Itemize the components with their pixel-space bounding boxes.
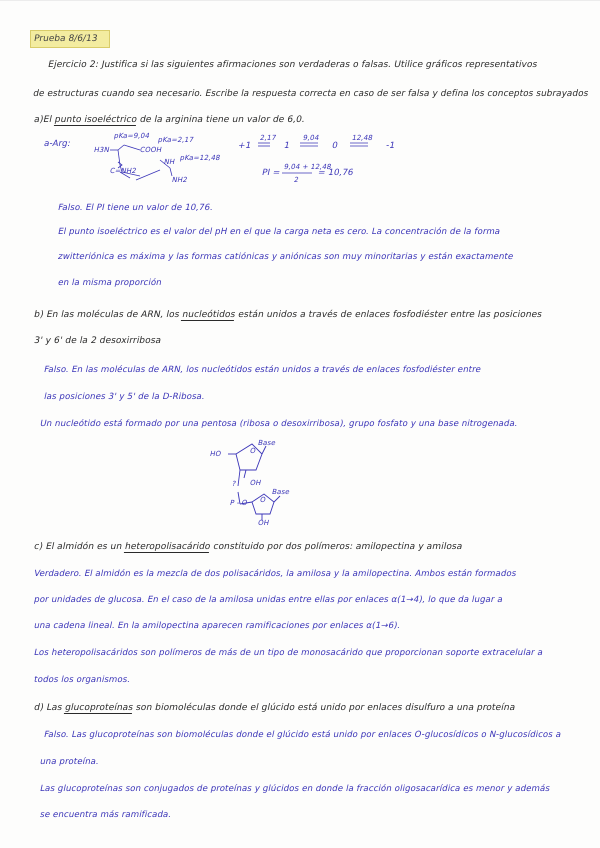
mol-cnh2: C=NH2 [109,167,138,175]
ho-label: HO [209,450,222,458]
ring-o-1: O [249,447,257,455]
part-d-label: d) [33,703,45,713]
part-a-pre: El [42,115,56,125]
mol-nh2: NH2 [171,176,189,184]
part-d-term: glucoproteínas [63,703,135,713]
mol-cooh: COOH [139,146,163,154]
part-a-answer-1: Falso. El PI tiene un valor de 10,76. [57,203,214,213]
pi-label: PI = [261,168,282,178]
pi-denominator: 2 [293,176,300,184]
question-mark: ? [231,480,237,488]
charge-mid: 0 [331,141,339,151]
pk-2-arrow: 9,04 [302,134,320,142]
pk-1-arrow: 2,17 [259,134,277,142]
pi-result: = 10,76 [317,168,355,178]
part-c-answer-3: una cadena lineal. En la amilopectina aparecen ramificaciones por enlaces α(1→6). [33,621,402,631]
part-c-statement [33,543,463,552]
part-c-term: heteropolisacárido [123,542,212,552]
base-label-1: Base [257,439,277,447]
part-d-answer-1: Falso. Las glucoproteínas son biomoléculas donde el glúcido está unido por enlaces O-glucosídicos o N-glucosídicos a [43,730,563,740]
part-a-answer-3: zwitteriónica es máxima y las formas catiónicas y aniónicas son muy minoritarias y están exactamente [57,252,515,262]
arg-label: a-Arg: [43,139,72,149]
part-a-term: punto isoeléctrico [53,115,138,125]
oh-label-2: OH [257,519,270,527]
part-d-post: son biomoléculas donde el glúcido está unido por enlaces disulfuro a una proteína [131,703,517,713]
phosphate-label: P - O [229,499,249,507]
part-c-answer-1: Verdadero. El almidón es la mezcla de dos polisacáridos, la amilosa y la amilopectina. Ambos están formados [33,569,518,579]
charge-left: +1 [237,141,253,151]
charge-right: -1 [385,141,396,151]
part-b-answer-1: Falso. En las moléculas de ARN, los nucleótidos están unidos a través de enlaces fosfodiéster entre [43,365,482,375]
part-b-term: nucleótidos [181,310,237,320]
part-c-pre: El almidón es un [44,542,126,552]
base-label-2: Base [271,488,291,496]
part-b-pre: En las moléculas de ARN, los [45,310,184,320]
part-b-label: b) [33,310,45,320]
part-a-label: a) [33,115,45,125]
part-d-answer-3: Las glucoproteínas son conjugados de proteínas y glúcidos en donde la fracción oligosacarídica es menor y además [39,784,551,794]
part-b-answer-2: las posiciones 3' y 5' de la D-Ribosa. [43,392,206,402]
part-c-answer-2: por unidades de glucosa. En el caso de la amilosa unidas entre ellas por enlaces α(1→4), lo que da lugar a [33,595,504,605]
instruction-line-2: de estructuras cuando sea necesario. Escribe la respuesta correcta en caso de ser falsa y defina los conceptos subrayados [32,89,590,99]
date-label: Prueba 8/6/13 [33,34,99,44]
part-c-answer-5: todos los organismos. [33,675,132,685]
part-b-answer-3: Un nucleótido está formado por una pentosa (ribosa o desoxirribosa), grupo fosfato y una base nitrogenada. [39,419,519,429]
part-a-answer-4: en la misma proporción [57,278,163,288]
part-b-post: están unidos a través de enlaces fosfodiéster entre las posiciones [234,310,543,320]
part-c-post: constituido por dos polímeros: amilopectina y amilosa [209,542,464,552]
part-c-answer-4: Los heteropolisacáridos son polímeros de más de un tipo de monosacárido que proporcionan soporte extracelular a [33,648,544,658]
part-a-answer-2: El punto isoeléctrico es el valor del pH en el que la carga neta es cero. La concentración de la forma [57,227,502,237]
ring-o-2: O [259,496,267,504]
part-d-answer-4: se encuentra más ramificada. [39,810,173,820]
pi-numerator: 9,04 + 12,48 [283,163,333,171]
mol-nh: NH [163,158,176,166]
part-a-post: de la arginina tiene un valor de 6,0. [135,115,306,125]
part-c-label: c) [33,542,44,552]
part-d-answer-2: una proteína. [39,757,100,767]
instruction-line-1: Ejercicio 2: Justifica si las siguientes afirmaciones son verdaderas o falsas. Utilice gráficos representativos [47,60,539,70]
pk-3-arrow: 12,48 [351,134,374,142]
part-d-pre: Las [45,703,67,713]
charge-c1: 1 [283,141,291,151]
part-d-statement [33,704,516,713]
pka-2: pKa=2,17 [157,136,195,144]
part-b-statement-2: 3' y 6' de la 2 desoxirribosa [33,336,163,346]
mol-h3n: H3N [93,146,111,154]
pka-1: pKa=9,04 [113,132,151,140]
pka-3: pKa=12,48 [179,154,221,162]
oh-label-1: OH [249,479,262,487]
